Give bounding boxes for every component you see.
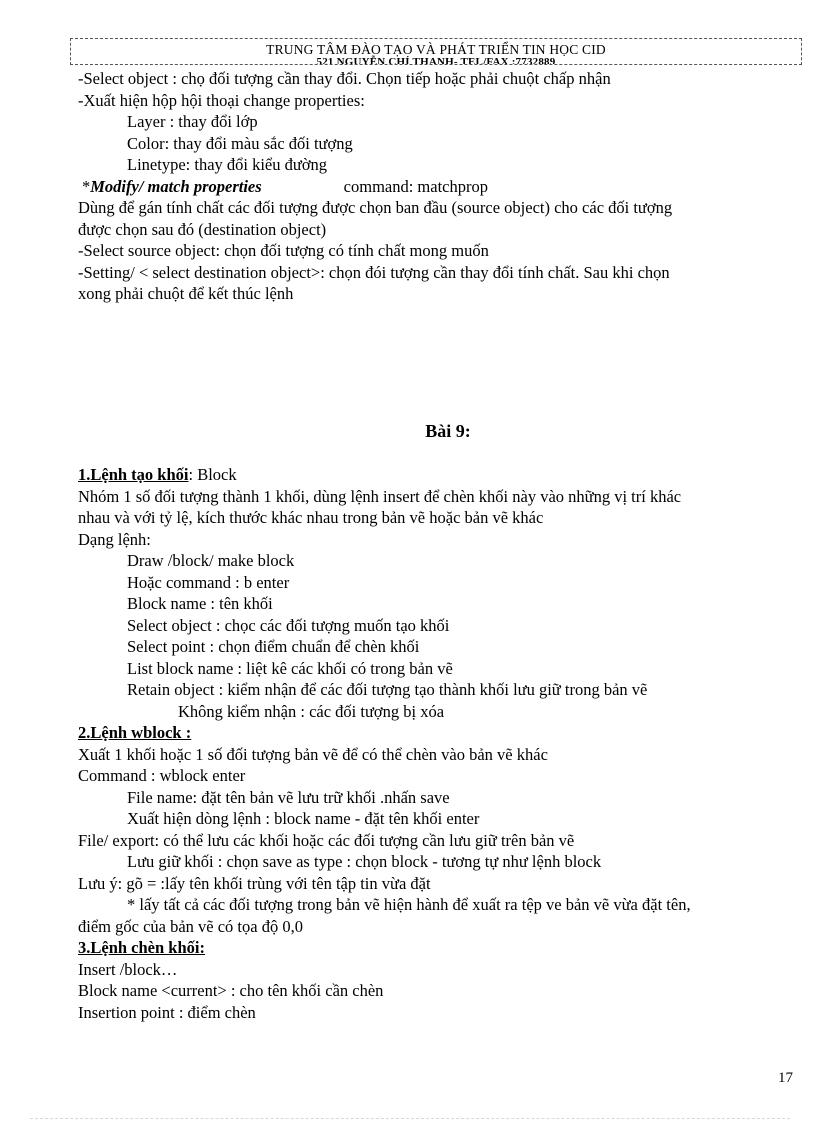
text-line: Block name : tên khối	[127, 594, 273, 613]
mm-title: Modify/ match properties	[90, 176, 262, 196]
text-line: Retain object : kiểm nhận để các đối tượng tạo thành khối lưu giữ trong bản vẽ	[127, 680, 648, 699]
text-line: nhau và với tỷ lệ, kích thước khác nhau trong bản vẽ hoặc bản vẽ khác	[78, 508, 544, 527]
text-line: Insertion point : điểm chèn	[78, 1002, 256, 1022]
text-line: Dạng lệnh:	[78, 529, 151, 549]
text-line: File name: đặt tên bản vẽ lưu trữ khối .nhấn save	[127, 787, 450, 807]
text-line: Không kiểm nhận : các đối tượng bị xóa	[178, 701, 445, 721]
section-heading-insert	[78, 937, 798, 959]
section-heading-block	[78, 464, 798, 486]
text-line: Dùng để gán tính chất các đối tượng được chọn ban đầu (source object) cho các đối tượng	[78, 198, 673, 217]
text-line: Command : wblock enter	[78, 766, 246, 785]
text-line: Layer : thay đổi lớp	[127, 112, 258, 131]
text-line: Draw /block/ make block	[127, 551, 295, 570]
spacer	[78, 442, 798, 464]
text-line: Nhóm 1 số đối tượng thành 1 khối, dùng lệnh insert để chèn khối này vào những vị trí khác	[78, 486, 682, 506]
mm-prefix: *	[82, 176, 91, 196]
text-line: Linetype: thay đổi kiểu đường	[127, 155, 328, 174]
text-line: Select object : chọc các đối tượng muốn tạo khối	[127, 615, 450, 635]
section-title: 2.Lệnh wblock :	[78, 723, 192, 742]
lesson-title: Bài 9:	[425, 420, 471, 441]
footer-divider	[30, 1118, 790, 1119]
text-line: Select point : chọn điểm chuẩn để chèn khối	[127, 637, 420, 656]
header-address: 521 NGUYỄN CHÍ THANH- TEL/FAX :7732889	[316, 56, 556, 65]
text-line: điểm gốc của bản vẽ có tọa độ 0,0	[78, 916, 303, 936]
text-line: được chọn sau đó (destination object)	[78, 219, 327, 239]
text-line: Insert /block…	[78, 959, 178, 979]
text-line: Color: thay đổi màu sắc đối tượng	[127, 133, 353, 153]
text-line: Hoặc command : b enter	[127, 572, 290, 592]
text-line: Lưu ý: gõ = :lấy tên khối trùng với tên tập tin vừa đặt	[78, 873, 431, 893]
document-body	[78, 68, 798, 1023]
page-header	[70, 38, 802, 65]
text-line: xong phải chuột để kết thúc lệnh	[78, 284, 294, 303]
modify-match-heading	[78, 176, 798, 198]
text-line: List block name : liệt kê các khối có trong bản vẽ	[127, 658, 453, 678]
text-line: Xuất 1 khối hoặc 1 số đối tượng bản vẽ để có thể chèn vào bản vẽ khác	[78, 744, 548, 764]
spacer	[78, 305, 798, 421]
section-heading-wblock	[78, 722, 798, 744]
section-title: 3.Lệnh chèn khối:	[78, 938, 205, 957]
section-title: 1.Lệnh tạo khối	[78, 465, 189, 484]
text-line: Xuất hiện dòng lệnh : block name - đặt tên khối enter	[127, 809, 480, 828]
text-line: File/ export: có thể lưu các khối hoặc các đối tượng cần lưu giữ trên bản vẽ	[78, 830, 575, 850]
page-number: 17	[778, 1070, 793, 1086]
text-line: -Xuất hiện hộp hội thoại change properties:	[78, 90, 365, 110]
text-line: Lưu giữ khối : chọn save as type : chọn block - tương tự như lệnh block	[127, 852, 602, 871]
text-line: -Select object : chọ đối tượng cần thay đổi. Chọn tiếp hoặc phải chuột chấp nhận	[78, 69, 611, 88]
text-line: * lấy tất cả các đối tượng trong bản vẽ hiện hành để xuất ra tệp ve bản vẽ vừa đặt tên,	[127, 895, 691, 914]
section-title-rest: : Block	[188, 465, 237, 484]
header-org-name: TRUNG TÂM ĐÀO TẠO VÀ PHÁT TRIỂN TIN HỌC CID	[266, 42, 606, 57]
text-line: -Setting/ < select destination object>: chọn đói tượng cần thay đổi tính chất. Sau khi chọn	[78, 262, 670, 282]
text-line: -Select source object: chọn đối tượng có tính chất mong muốn	[78, 241, 489, 260]
text-line: Block name <current> : cho tên khối cần chèn	[78, 981, 384, 1000]
mm-command: command: matchprop	[343, 176, 488, 196]
